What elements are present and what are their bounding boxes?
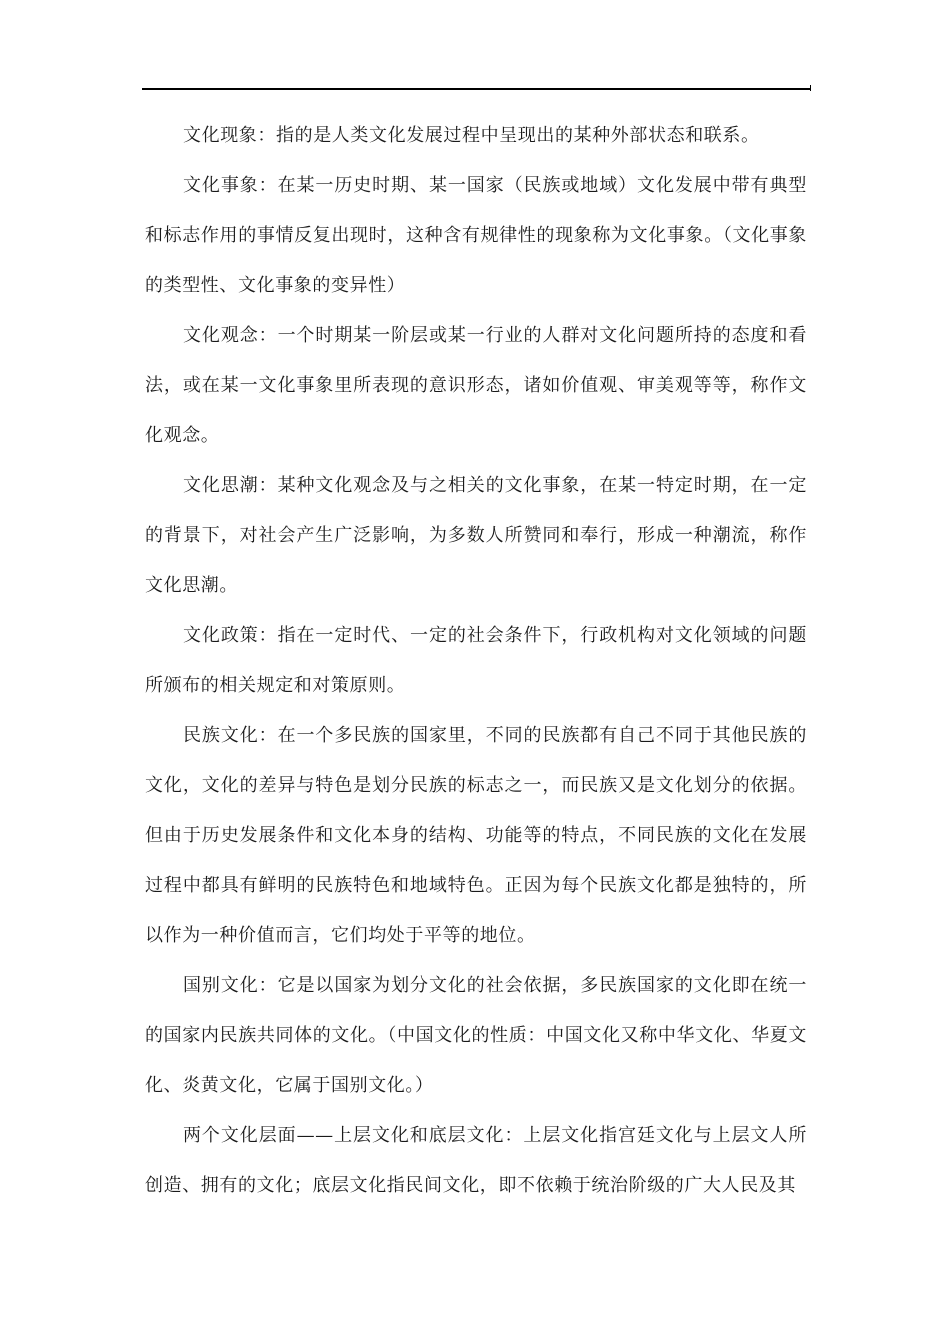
paragraph-cultural-phenomenon: 文化现象：指的是人类文化发展过程中呈现出的某种外部状态和联系。 xyxy=(183,125,760,146)
paragraph-cultural-event: 文化事象：在某一历史时期、某一国家（民族或地域）文化发展中带有典型和标志作用的事情反复出现时，这种含有规律性的现象称为文化事象。（文化事象的类型性、文化事象的变异性） xyxy=(145,175,807,296)
header-rule-end-mark xyxy=(810,85,811,91)
paragraph-national-culture: 国别文化：它是以国家为划分文化的社会依据，多民族国家的文化即在统一的国家内民族共同体的文化。（中国文化的性质：中国文化又称中华文化、华夏文化、炎黄文化，它属于国别文化。） xyxy=(145,975,807,1096)
paragraph-cultural-concept: 文化观念：一个时期某一阶层或某一行业的人群对文化问题所持的态度和看法，或在某一文化事象里所表现的意识形态，诸如价值观、审美观等等，称作文化观念。 xyxy=(145,325,807,446)
document-body xyxy=(145,111,807,1211)
header-rule xyxy=(142,88,810,90)
paragraph-two-cultural-levels: 两个文化层面——上层文化和底层文化：上层文化指宫廷文化与上层文人所创造、拥有的文化；底层文化指民间文化，即不依赖于统治阶级的广大人民及其 xyxy=(145,1125,807,1196)
paragraph-cultural-trend: 文化思潮：某种文化观念及与之相关的文化事象，在某一特定时期，在一定的背景下，对社会产生广泛影响，为多数人所赞同和奉行，形成一种潮流，称作文化思潮。 xyxy=(145,475,807,596)
paragraph-cultural-policy: 文化政策：指在一定时代、一定的社会条件下，行政机构对文化领域的问题所颁布的相关规定和对策原则。 xyxy=(145,625,807,696)
paragraph-ethnic-culture: 民族文化：在一个多民族的国家里，不同的民族都有自己不同于其他民族的文化，文化的差异与特色是划分民族的标志之一，而民族又是文化划分的依据。但由于历史发展条件和文化本身的结构、功能等的特点，不同民族的文化在发展过程中都具有鲜明的民族特色和地域特色。正因为每个民族文化都是独特的，所以作为一种价值而言，它们均处于平等的地位。 xyxy=(145,725,807,946)
